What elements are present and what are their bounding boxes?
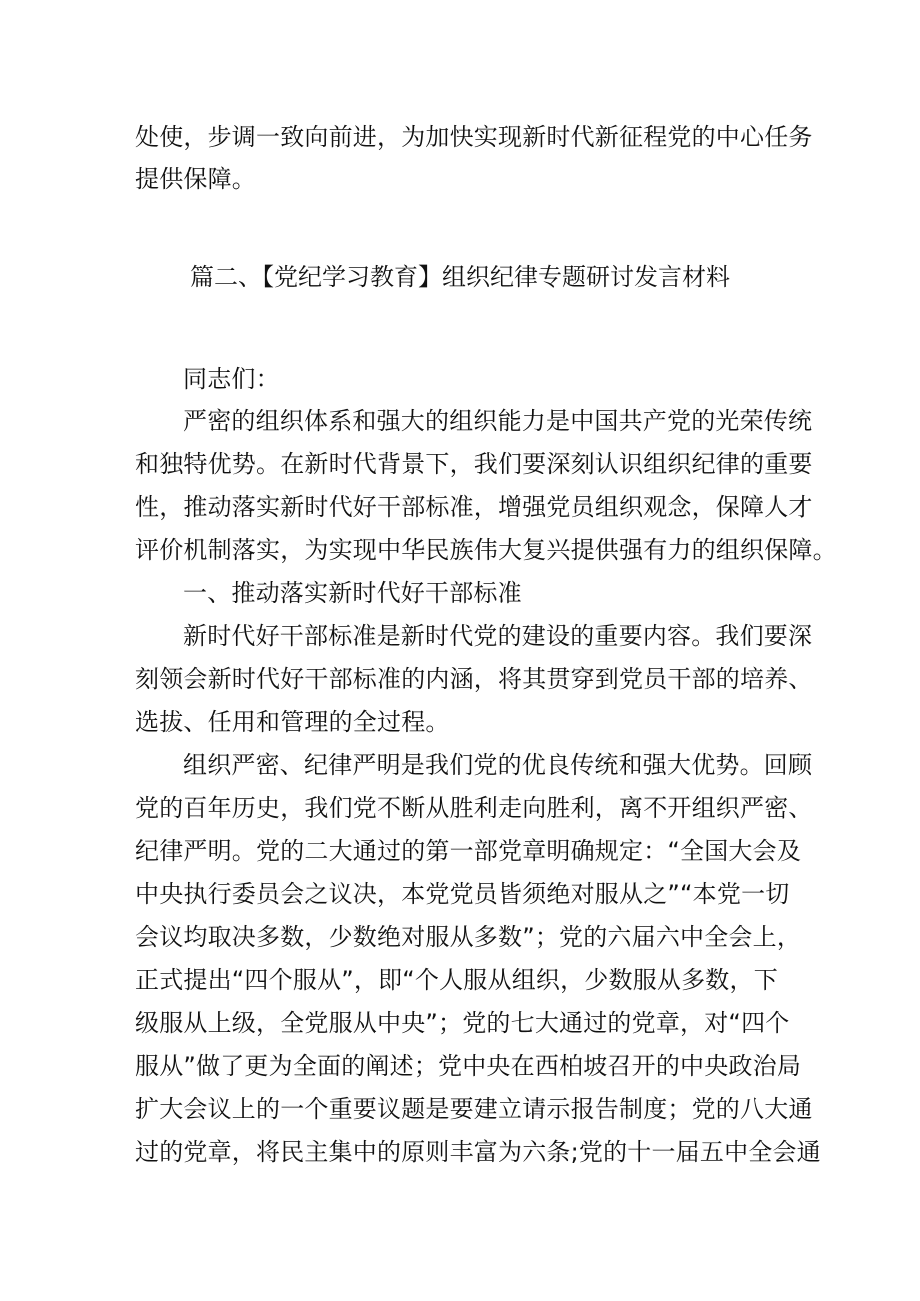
paragraph-line: 和独特优势。在新时代背景下，我们要深刻认识组织纪律的重要 [135,450,813,478]
paragraph-line: 正式提出“四个服从”，即“个人服从组织，少数服从多数，下 [135,966,778,994]
paragraph-line: 组织严密、纪律严明是我们党的优良传统和强大优势。回顾 [183,751,813,779]
paragraph-line: 刻领会新时代好干部标准的内涵，将其贯穿到党员干部的培养、 [135,665,813,693]
paragraph-line: 评价机制落实，为实现中华民族伟大复兴提供强有力的组织保障。 [135,536,837,564]
paragraph-line: 服从”做了更为全面的阐述；党中央在西柏坡召开的中央政治局 [135,1052,802,1080]
section-heading: 一、推动落实新时代好干部标准 [183,579,522,607]
paragraph-line: 级服从上级，全党服从中央”；党的七大通过的党章，对“四个 [135,1009,790,1037]
paragraph-line: 性，推动落实新时代好干部标准，增强党员组织观念，保障人才 [135,493,813,521]
paragraph-line: 会议均取决多数，少数绝对服从多数”；党的六届六中全会上， [135,923,802,951]
paragraph-line: 扩大会议上的一个重要议题是要建立请示报告制度；党的八大通 [135,1095,813,1123]
salutation: 同志们： [183,365,280,393]
carry-over-line: 提供保障。 [135,165,256,193]
paragraph-line: 严密的组织体系和强大的组织能力是中国共产党的光荣传统 [183,407,813,435]
paragraph-line: 党的百年历史，我们党不断从胜利走向胜利，离不开组织严密、 [135,794,813,822]
paragraph-line: 中央执行委员会之议决，本党党员皆须绝对服从之”“本党一切 [135,880,790,908]
paragraph-line: 过的党章，将民主集中的原则丰富为六条;党的十一届五中全会通 [135,1138,821,1166]
paragraph-line: 纪律严明。党的二大通过的第一部党章明确规定：“全国大会及 [135,837,802,865]
paragraph-line: 新时代好干部标准是新时代党的建设的重要内容。我们要深 [183,622,813,650]
carry-over-line: 处使，步调一致向前进，为加快实现新时代新征程党的中心任务 [135,123,813,151]
paragraph-line: 选拔、任用和管理的全过程。 [135,708,450,736]
section-title: 篇二、【党纪学习教育】组织纪律专题研讨发言材料 [190,263,730,291]
